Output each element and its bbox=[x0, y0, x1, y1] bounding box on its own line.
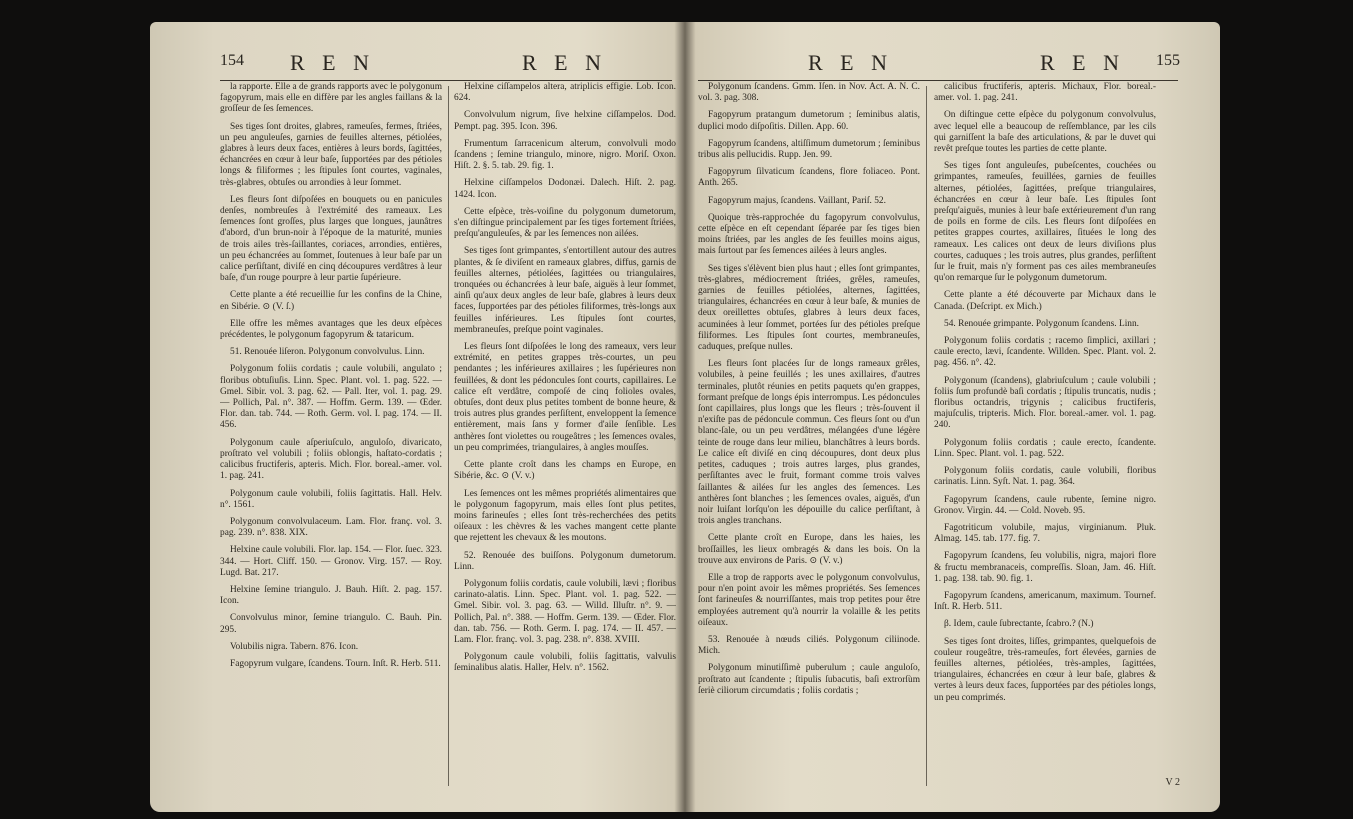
paragraph: Elle a trop de rapports avec le polygonum convolvulus, pour n'en point avoir les mêmes propriétés. Ses ſemences ſont farineuſes & nourriſſantes, mais trop petites pour être employées autrement qu'à nourrir la volaille & les petits oiſeaux. bbox=[698, 572, 920, 628]
paragraph: Cette plante a été recueillie ſur les confins de la Chine, en Sibérie. ⊙ (V. ſ.) bbox=[220, 290, 442, 312]
running-head-word: R E N bbox=[808, 50, 893, 75]
open-book bbox=[150, 22, 1220, 812]
paragraph: 52. Renouée des buiſſons. Polygonum dumetorum. Linn. bbox=[454, 550, 676, 572]
paragraph: 51. Renouée liſeron. Polygonum convolvulus. Linn. bbox=[230, 347, 425, 358]
page-number: 155 bbox=[1156, 52, 1180, 69]
paragraph: Les fleurs ſont diſpoſées le long des rameaux, vers leur extrémité, en petites grappes très-courtes, un peu pendantes ; les inférieures axillaires ; les ſupérieures non feuillées, & dont les pédoncules ſont courts, capillaires. Le calice eſt verdâtre, compoſé de cinq folioles ovales, obtuſes, dont deux plus petites tombent de bonne heure, & trois autres plus grandes perſiſtent, enveloppent la ſemence entièrement, mais ſans y former d'aile ſenſible. Les anthères ſont violettes ou rougeâtres ; les ſemences ovales, un peu comprimées, triangulaires, à angles mouſſes. bbox=[454, 342, 676, 453]
paragraph: Fagopyrum pratangum dumetorum ; ſeminibus alatis, duplici modo diſpoſitis. Dillen. App. 60. bbox=[698, 110, 920, 132]
column-divider bbox=[448, 86, 449, 786]
paragraph: Les fleurs ſont diſpoſées en bouquets ou en panicules denſes, nombreuſes à l'extrémité des rameaux. Les ſemences ſont groſſes, plus larges que longues, jaunâtres d'abord, d'un brun-noir à l'époque de la maturité, munies de trois ailes très-ſaillantes, coriaces, arrondies, entières, un peu échancrées au ſommet, ſoutenues à leur baſe par un calice perſiſtant, diviſé en cinq découpures verdâtres à leur baſe, d'un rouge pourpre à leur partie ſupérieure. bbox=[220, 194, 442, 284]
paragraph: Cette eſpèce, très-voiſine du polygonum dumetorum, s'en diſtingue principalement par ſes tiges fortement ſtriées, preſqu'anguleuſes, & par les ſemences non ailées. bbox=[454, 206, 676, 240]
paragraph: 53. Renouée à nœuds ciliés. Polygonum ciliinode. Mich. bbox=[698, 634, 920, 657]
column-1 bbox=[220, 82, 442, 802]
running-head-word: R E N bbox=[290, 50, 375, 75]
paragraph: Helxine ſemine triangulo. J. Bauh. Hiſt. 2. pag. 157. Icon. bbox=[220, 584, 442, 607]
right-running-head bbox=[690, 50, 1220, 80]
paragraph: Elle offre les mêmes avantages que les deux eſpèces précédentes, le polygonum fagopyrum & tataricum. bbox=[220, 318, 442, 341]
signature-mark: V 2 bbox=[1165, 777, 1180, 788]
paragraph: Fagopyrum majus, ſcandens. Vaillant, Pariſ. 52. bbox=[708, 195, 886, 206]
paragraph: β. Idem, caule ſubrectante, ſcabro.? (N.) bbox=[944, 619, 1094, 630]
paragraph: Cette plante croît dans les champs en Europe, en Sibérie, &c. ⊙ (V. v.) bbox=[454, 460, 676, 482]
paragraph: Convolvulus minor, ſemine triangulo. C. Bauh. Pin. 295. bbox=[220, 613, 442, 635]
paragraph: Ses tiges s'élèvent bien plus haut ; elles ſont grimpantes, très-glabres, médiocrement ſtriées, grêles, rameuſes, garnies de feuilles pétiolées, alternes, ſagittées, triangulaires, échancrées en cœur à leur baſe, & munies de deux oreillettes obtuſes, glabres à leurs deux faces, acuminées à leur ſommet, portées ſur des pétioles preſque filiformes. Les ſtipules ſont courtes, membraneuſes, caduques, preſque nulles. bbox=[698, 263, 920, 353]
paragraph: Polygonum caule volubili, foliis ſagittatis. Hall. Helv. n°. 1561. bbox=[220, 488, 442, 510]
paragraph: Helxine ciſſampelos Dodonæi. Dalech. Hiſt. 2. pag. 1424. Icon. bbox=[454, 178, 676, 200]
paragraph: Polygonum foliis cordatis ; caule erecto, ſcandente. Linn. Spec. Plant. vol. 1. pag. 522. bbox=[934, 437, 1156, 459]
column-2 bbox=[934, 82, 1156, 802]
left-page bbox=[150, 22, 680, 812]
column-divider bbox=[926, 86, 927, 786]
column-1 bbox=[698, 82, 920, 802]
paragraph: Fagopyrum vulgare, ſcandens. Tourn. Inſt. R. Herb. 511. bbox=[230, 658, 441, 669]
head-rule bbox=[220, 80, 672, 81]
paragraph: Helxine caule volubili. Flor. lap. 154. — Flor. ſuec. 323. 344. — Hort. Cliff. 150. — Gronov. Virg. 157. — Roy. Lugd. Bat. 217. bbox=[220, 545, 442, 578]
paragraph: la rapporte. Elle a de grands rapports avec le polygonum fagopyrum, mais elle en diffère par les angles faillans & la groſſeur de ſes ſemences. bbox=[220, 82, 442, 115]
page-number: 154 bbox=[220, 52, 244, 69]
paragraph: Quoique très-rapprochée du fagopyrum convolvulus, cette eſpèce en eſt cependant ſéparée par ſes tiges bien moins ſtriées, par les angles de ſes feuilles moins aigus, mais ſurtout par ſes ſemences ailées à leurs angles. bbox=[698, 212, 920, 257]
paragraph: Convolvulum nigrum, ſive helxine ciſſampelos. Dod. Pempt. pag. 395. Icon. 396. bbox=[454, 110, 676, 132]
paragraph: Fagopyrum ſcandens, ſeu volubilis, nigra, majori flore & fructu membranaceis, compreſſis. Sloan, Jam. 46. Hiſt. 1. pag. 138. tab. 90. fig. 1. bbox=[934, 551, 1156, 584]
paragraph: Fagopyrum ſilvaticum ſcandens, flore foliaceo. Pont. Anth. 265. bbox=[698, 167, 920, 189]
paragraph: Cette plante a été découverte par Michaux dans le Canada. (Deſcript. ex Mich.) bbox=[934, 290, 1156, 312]
paragraph: Ses tiges ſont anguleuſes, pubeſcentes, couchées ou grimpantes, rameuſes, feuillées, garnies de feuilles alternes, pétiolées, ſagittées, preſque triangulaires, échancrées en cœur à leur baſe. Les ſtipules ſont preſqu'aiguës, munies à leur baſe extérieurement d'un rang de poils en forme de cils. Les fleurs ſont diſpoſées en petites grappes courtes, axillaires, ſituées le long des rameaux. Les calices ont deux de leurs diviſions plus courtes, caduques ; les trois autres, plus grandes, perſiſtent ſur le fruit, mais n'y forment pas ces ailes membraneuſes qu'on remarque ſur le polygonum dumetorum. bbox=[934, 161, 1156, 284]
right-page bbox=[690, 22, 1220, 812]
paragraph: Volubilis nigra. Tabern. 876. Icon. bbox=[230, 641, 359, 652]
paragraph: Polygonum foliis cordatis, caule volubili, floribus carinatis. Linn. Syſt. Nat. 1. pag. 364. bbox=[934, 466, 1156, 488]
paragraph: Polygonum caule volubili, foliis ſagittatis, valvulis ſeminalibus alatis. Haller, Helv. n°. 1562. bbox=[454, 652, 676, 674]
paragraph: Polygonum convolvulaceum. Lam. Flor. franç. vol. 3. pag. 239. n°. 838. XIX. bbox=[220, 516, 442, 539]
paragraph: Polygonum minutiſſimè puberulum ; caule anguloſo, proſtrato aut ſcandente ; ſtipulis ſubacutis, baſi extrorſùm ſeriè ciliorum circumdatis ; foliis cordatis ; bbox=[698, 663, 920, 696]
paragraph: 54. Renouée grimpante. Polygonum ſcandens. Linn. bbox=[944, 318, 1140, 329]
paragraph: Polygonum caule aſperiuſculo, anguloſo, divaricato, proſtrato vel volubili ; foliis oblongis, haſtato-cordatis ; calicibus fructiferis, apteris. Mich. Flor. boreal.-amer. vol. 1. pag. 241. bbox=[220, 437, 442, 482]
paragraph: Ses tiges ſont grimpantes, s'entortillent autour des autres plantes, & ſe diviſent en rameaux glabres, diffus, garnis de feuilles alternes, pétiolées, ſagittées ou triangulaires, tronquées ou échancrées à leur baſe, aiguës à leur ſommet, ainſi qu'aux deux angles de leur baſe, glabres à leurs deux faces, ſupportées par des pétioles filiformes, très-longs aux feuilles inférieures. Les ſtipules ſont courtes, membraneuſes, preſque point vaginales. bbox=[454, 246, 676, 335]
paragraph: Polygonum foliis cordatis ; racemo ſimplici, axillari ; caule erecto, lævi, ſcandente. Willden. Spec. Plant. vol. 2. pag. 456. n°. 42. bbox=[934, 336, 1156, 369]
paragraph: Fagotriticum volubile, majus, virginianum. Pluk. Almag. 145. tab. 177. fig. 7. bbox=[934, 522, 1156, 545]
paragraph: Polygonum (ſcandens), glabriuſculum ; caule volubili ; foliis ſum profundè baſi cordatis ; ſtipulis truncatis, nudis ; floribus octandris, trigynis ; calicibus fructiferis, majuſculis, tripteris. Mich. Flor. boreal.-amer. vol. 1. pag. 240. bbox=[934, 375, 1156, 431]
paragraph: Fagopyrum ſcandens, americanum, maximum. Tournef. Inſt. R. Herb. 511. bbox=[934, 590, 1156, 613]
paragraph: Les fleurs ſont placées ſur de longs rameaux grêles, volubiles, à peine feuillés ; les unes axillaires, d'autres terminales, plutôt réunies en petits paquets qu'en grappes, formant preſque de longs épis interrompus. Les pédoncules ſont capillaires, plus longs que les fleurs ; très-ſouvent il n'exiſte pas de pédoncule commun. Ces fleurs ſont ou d'un blanc-ſale, ou un peu verdâtres, mélangées d'une légère teinte de rouge dans leur milieu, blanchâtres à leurs bords. Le calice eſt diviſé en cinq découpures, dont deux plus petites, caduques ; trois autres larges, plus grandes, perſiſtantes avec le fruit, formant comme trois valves ſaillantes & ailées ſur les angles des ſemences. Les anthères ſont blanches ; les ſemences ovales, aiguës, d'un noir luiſant lorſqu'on les dépouille du calice perſiſtant, à trois angles tranchans. bbox=[698, 359, 920, 527]
paragraph: Ses tiges ſont droites, glabres, rameuſes, fermes, ſtriées, un peu anguleuſes, garnies de feuilles alternes, pétiolées, glabres à leurs deux faces, entières à leurs bords, ſagittées, échancrées en cœur à leur baſe, ſupportées par des pétioles longs & filiformes ; les ſtipules ſont courtes, vaginales, très-glabres, obtuſes ou arrondies à leur ſommet. bbox=[220, 121, 442, 188]
paragraph: Polygonum foliis cordatis, caule volubili, lævi ; floribus carinato-alatis. Linn. Spec. Plant. vol. 1. pag. 522. — Gmel. Sibir. vol. 3. pag. 63. — Willd. Illuſtr. n°. 9. — Pollich, Pal. n°. 388. — Hoffm. Germ. 139. — Œder. Flor. dan. tab. 756. — Roth. Germ. I. pag. 174. — II. 457. — Lam. Flor. franç. vol. 3. pag. 238. n°. 838. XVIII. bbox=[454, 578, 676, 645]
paragraph: Polygonum ſcandens. Gmm. Iſen. in Nov. Act. A. N. C. vol. 3. pag. 308. bbox=[698, 82, 920, 104]
paragraph: On diſtingue cette eſpèce du polygonum convolvulus, avec lequel elle a beaucoup de reſſemblance, par les cils qui garniſſent la baſe des articulations, & par le duvet qui revêt preſque toutes les parties de cette plante. bbox=[934, 110, 1156, 155]
running-head-word: R E N bbox=[522, 50, 607, 75]
column-2 bbox=[454, 82, 676, 802]
paragraph: Polygonum foliis cordatis ; caule volubili, angulato ; floribus obtuſiuſis. Linn. Spec. Plant. vol. 1. pag. 522. — Gmel. Sibir. vol. 3. pag. 62. — Pall. Iter, vol. 1. pag. 29. — Pollich, Pal. n°. 387. — Hoffm. Germ. 139. — Œder. Flor. dan. tab. 744. — Roth. Germ. vol. I. pag. 174. — II. 456. bbox=[220, 364, 442, 431]
paragraph: Ses tiges ſont droites, liſſes, grimpantes, quelquefois de couleur rougeâtre, très-rameuſes, fort élevées, garnies de feuilles alternes, pétiolées, très-amples, ſagittées, triangulaires, échancrées en cœur à leur baſe, glabres & vertes à leurs deux faces, ſupportées par des pétioles longs, un peu comprimés. bbox=[934, 636, 1156, 703]
head-rule bbox=[698, 80, 1178, 81]
paragraph: Cette plante croît en Europe, dans les haies, les broſſailles, les lieux ombragés & dans les bois. On la trouve aux environs de Paris. ⊙ (V. v.) bbox=[698, 533, 920, 566]
paragraph: Helxine ciſſampelos altera, atriplicis effigie. Lob. Icon. 624. bbox=[454, 82, 676, 104]
paragraph: Les ſemences ont les mêmes propriétés alimentaires que le polygonum fagopyrum, mais elles ſont plus petites, moins farineuſes ; elles ſont très-recherchées des petits oiſeaux : les chèvres & les vaches mangent cette plante que rejettent les chevaux & les moutons. bbox=[454, 488, 676, 544]
paragraph: Fagopyrum ſcandens, caule rubente, ſemine nigro. Gronov. Virgin. 44. — Cold. Noveb. 95. bbox=[934, 494, 1156, 516]
left-running-head bbox=[150, 50, 680, 80]
running-head-word: R E N bbox=[1040, 50, 1125, 75]
paragraph: calicibus fructiferis, apteris. Michaux, Flor. boreal.-amer. vol. 1. pag. 241. bbox=[934, 82, 1156, 104]
paragraph: Fagopyrum ſcandens, altiſſimum dumetorum ; ſeminibus tribus alis pellucidis. Rupp. Jen. 99. bbox=[698, 138, 920, 161]
paragraph: Frumentum ſarracenicum alterum, convolvuli modo ſcandens ; ſemine triangulo, minore, nigro. Moriſ. Oxon. Hiſt. 2. §. 5. tab. 29. fig. 1. bbox=[454, 138, 676, 172]
